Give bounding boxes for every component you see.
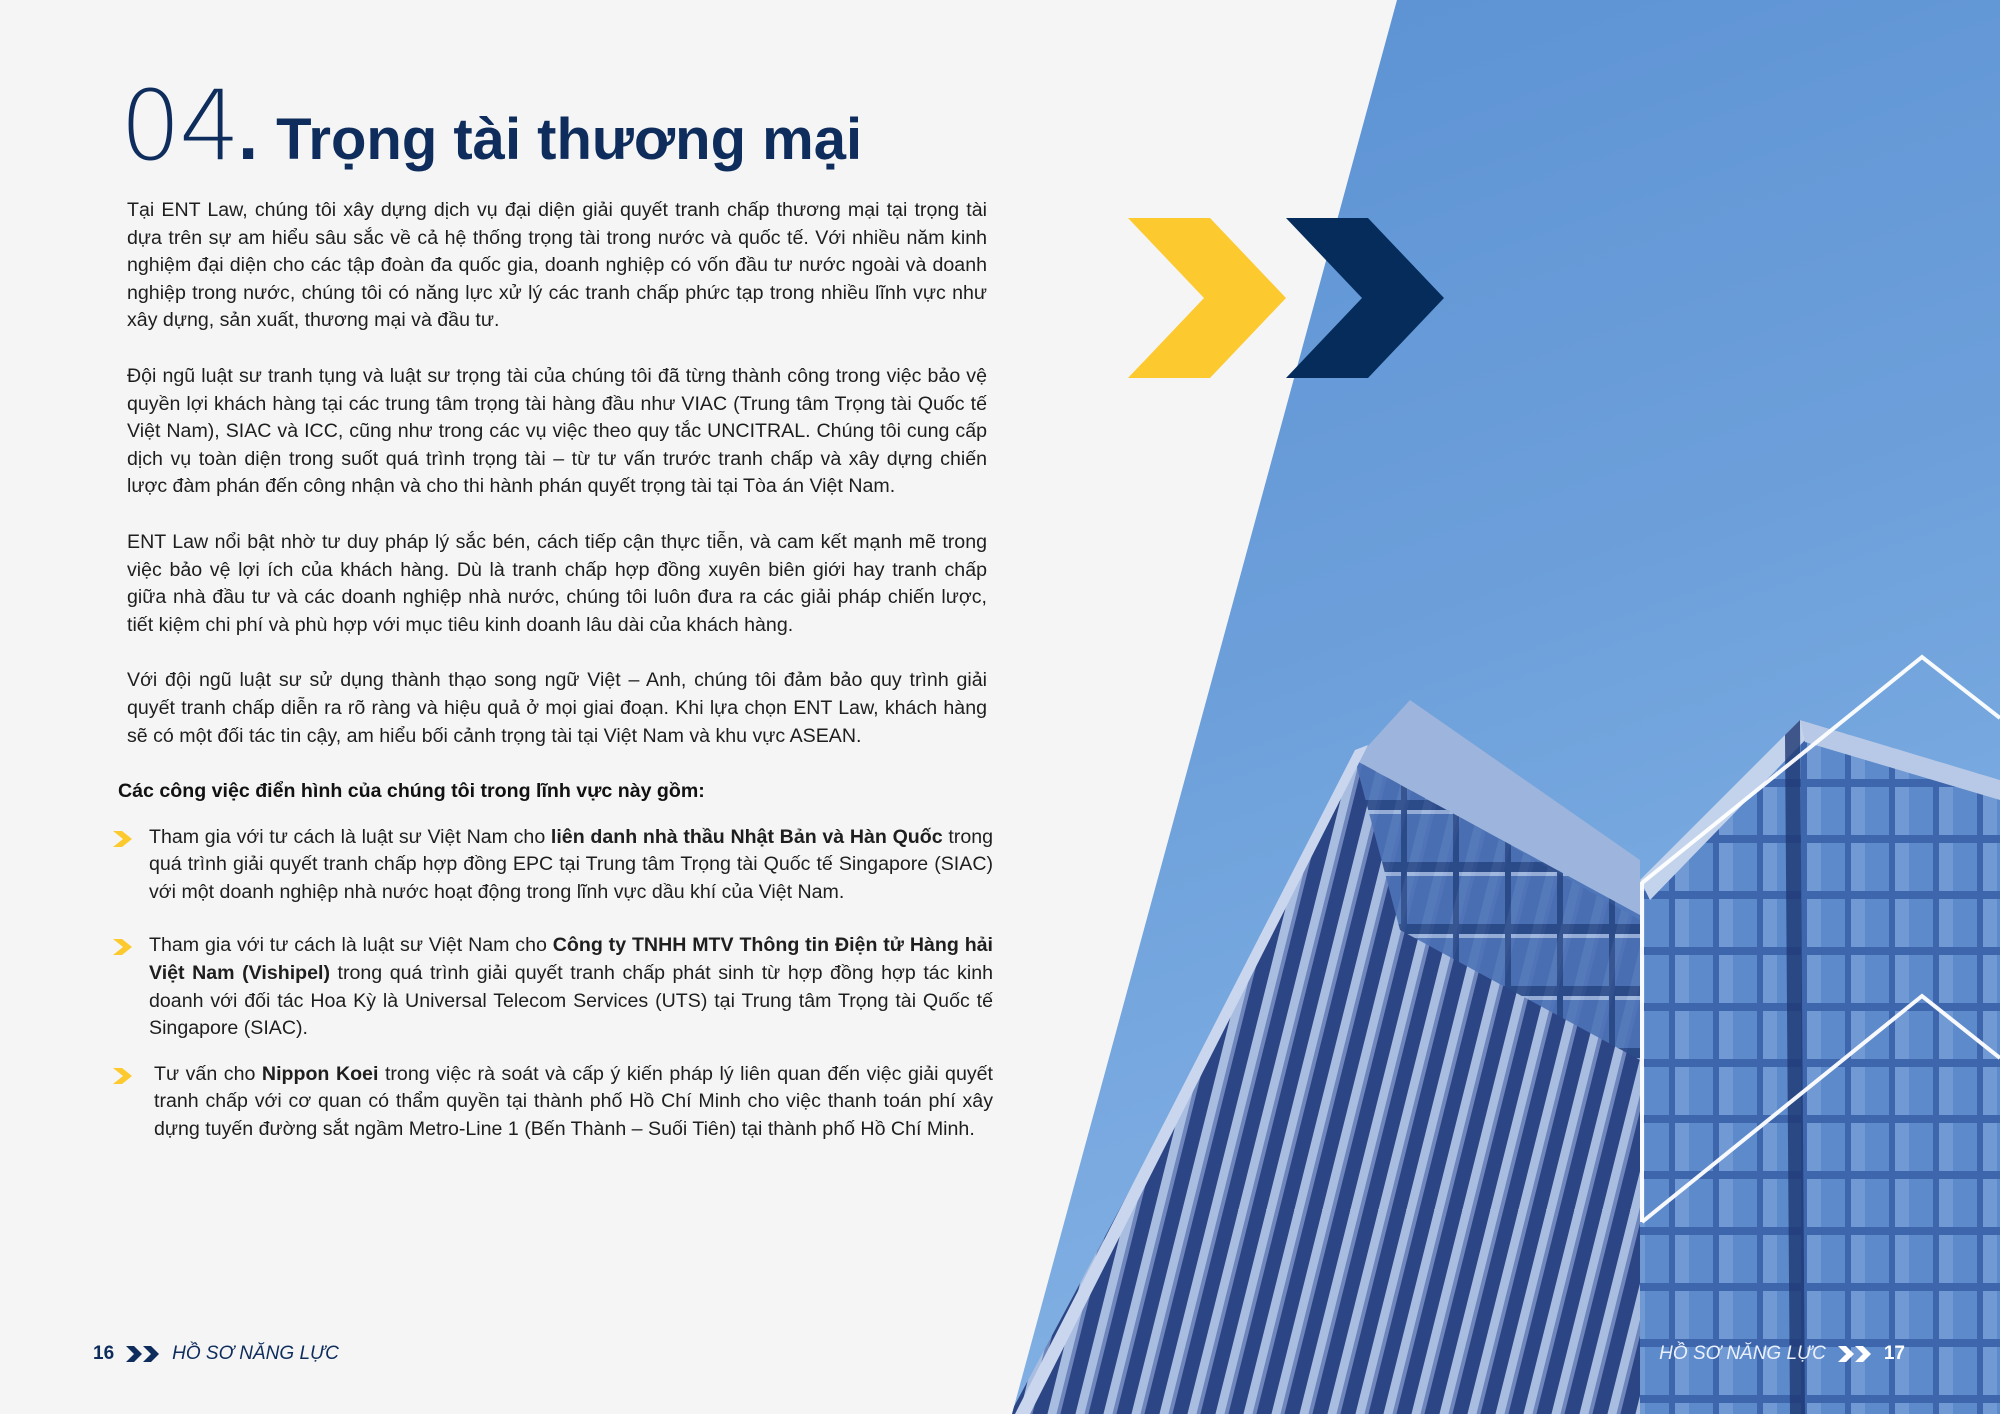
section-number: 04 [120,70,239,182]
hero-chevrons-icon [1128,218,1444,378]
page-title [120,70,863,182]
list-item-text-rest: trong quá trình giải quyết tranh chấp hợp đồng EPC tại Trung tâm Trọng tài Quốc tế Singapore (SIAC) với một doanh nghiệp nhà nước hoạt động trong lĩnh vực dầu khí của Việt Nam. [149,825,994,903]
paragraph-team: Đội ngũ luật sư tranh tụng và luật sư trọng tài của chúng tôi đã từng thành công trong việc bảo vệ quyền lợi khách hàng tại các trung tâm trọng tài hàng đầu như VIAC (Trung tâm Trọng tài Quốc tế Việt Nam), SIAC và ICC, cũng như trong các vụ việc theo quy tắc UNCITRAL. Chúng tôi cung cấp dịch vụ toàn diện trong suốt quá trình trọng tài – từ tư vấn trước tranh chấp và xây dựng chiến lược đàm phán đến công nhận và cho thi hành phán quyết trọng tài tại Tòa án Việt Nam. [127,364,987,498]
double-chevron-right-icon [126,1346,160,1362]
list-item-text: Tham gia với tư cách là luật sư Việt Nam cho [149,934,553,957]
paragraph-intro: Tại ENT Law, chúng tôi xây dựng dịch vụ đại diện giải quyết tranh chấp thương mại tại trọng tài dựa trên sự am hiểu sâu sắc về cả hệ thống trọng tài trong nước và quốc tế. Với nhiều năm kinh nghiệm đại diện cho các tập đoàn đa quốc gia, doanh nghiệp có vốn đầu tư nước ngoài và doanh nghiệp trong nước, chúng tôi có năng lực xử lý các tranh chấp phức tạp trong nhiều lĩnh vực như xây dựng, sản xuất, thương mại và đầu tư. [127,199,987,332]
typical-work-heading: Các công việc điển hình của chúng tôi trong lĩnh vực này gồm: [118,780,705,803]
list-item-text: Tư vấn cho [154,1062,262,1085]
chevron-right-icon [113,1068,132,1084]
paragraph-strengths: ENT Law nổi bật nhờ tư duy pháp lý sắc bén, cách tiếp cận thực tiễn, và cam kết mạnh mẽ trong việc bảo vệ lợi ích của khách hàng. Dù là tranh chấp hợp đồng xuyên biên giới hay tranh chấp giữa nhà đầu tư và các doanh nghiệp nhà nước, chúng tôi luôn đưa ra các giải pháp chiến lược, tiết kiệm chi phí và phù hợp với mục tiêu kinh doanh lâu dài của khách hàng. [127,530,987,636]
list-item [113,932,993,1042]
footer-label-left: HỒ SƠ NĂNG LỰC [172,1343,339,1364]
navy-chevron-icon [1286,218,1444,378]
list-item-text: Tham gia với tư cách là luật sư Việt Nam cho [149,825,551,848]
chevron-right-icon [113,939,132,955]
page-number-left: 16 [93,1343,115,1364]
double-chevron-right-icon [1838,1346,1872,1362]
footer-label-right: HỒ SƠ NĂNG LỰC [1659,1343,1826,1364]
list-item-text-rest: trong việc rà soát và cấp ý kiến pháp lý liên quan đến việc giải quyết tranh chấp với cơ quan có thẩm quyền tại thành phố Hồ Chí Minh cho việc thanh toán phí xây dựng tuyến đường sắt ngầm Metro-Line 1 (Bến Thành – Suối Tiên) tại thành phố Hồ Chí Minh. [154,1062,993,1141]
typical-work-list [113,824,993,1144]
list-item [113,1061,993,1144]
list-item [113,824,993,907]
yellow-chevron-icon [1128,218,1286,378]
page-number-right: 17 [1883,1343,1905,1364]
list-item-client: liên danh nhà thầu Nhật Bản và Hàn Quốc [550,825,943,848]
chevron-right-icon [113,831,132,847]
section-number-dot: . [238,95,259,175]
list-item-text-rest: trong quá trình giải quyết tranh chấp phát sinh từ hợp đồng hợp tác kinh doanh với đối tác Hoa Kỳ là Universal Telecom Services (UTS) tại Trung tâm Trọng tài Quốc tế Singapore (SIAC). [149,962,993,1040]
section-title: Trọng tài thương mại [276,107,863,172]
list-item-client: Công ty TNHH MTV Thông tin Điện tử Hàng hải Việt Nam (Vishipel) [149,934,994,985]
paragraph-bilingual: Với đội ngũ luật sư sử dụng thành thạo song ngữ Việt – Anh, chúng tôi đảm bảo quy trình giải quyết tranh chấp diễn ra rõ ràng và hiệu quả ở mọi giai đoạn. Khi lựa chọn ENT Law, khách hàng sẽ có một đối tác tin cậy, am hiểu bối cảnh trọng tài tại Việt Nam và khu vực ASEAN. [127,669,987,747]
footer-left [93,1343,339,1365]
body-content [118,197,994,1170]
list-item-client: Nippon Koei [261,1062,379,1085]
footer-right [1659,1343,1905,1365]
